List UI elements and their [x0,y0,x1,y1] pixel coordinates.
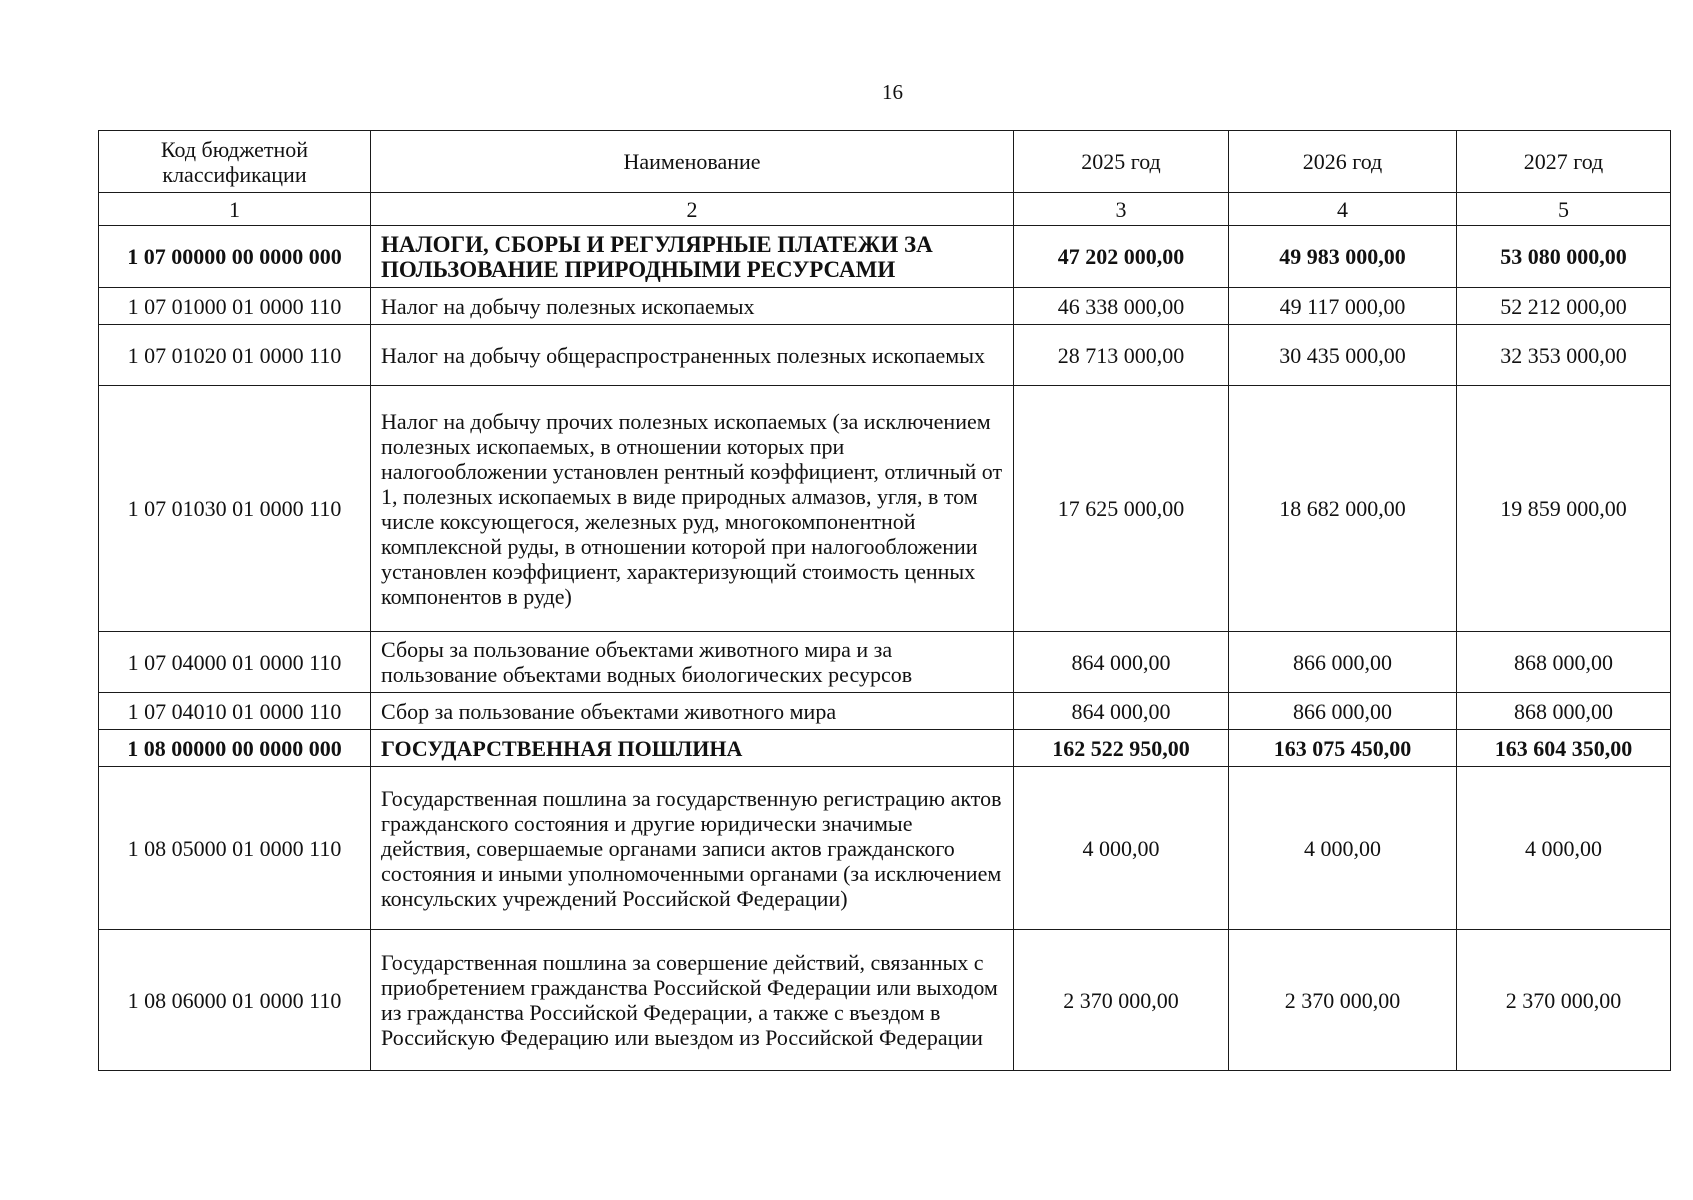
column-number: 4 [1229,193,1457,226]
row-value-2027: 53 080 000,00 [1457,226,1671,288]
row-value-2027: 19 859 000,00 [1457,386,1671,632]
table-row [99,288,1671,325]
row-value-2025: 864 000,00 [1014,632,1229,693]
row-name: Налог на добычу общераспространенных полезных ископаемых [371,325,1014,386]
header-year-2025: 2025 год [1014,131,1229,193]
column-number: 3 [1014,193,1229,226]
row-code: 1 07 01000 01 0000 110 [99,288,371,325]
row-value-2026: 866 000,00 [1229,632,1457,693]
header-year-2027: 2027 год [1457,131,1671,193]
header-name: Наименование [371,131,1014,193]
table-header-row [99,131,1671,193]
row-name: НАЛОГИ, СБОРЫ И РЕГУЛЯРНЫЕ ПЛАТЕЖИ ЗА ПОЛЬЗОВАНИЕ ПРИРОДНЫМИ РЕСУРСАМИ [371,226,1014,288]
table-row [99,386,1671,632]
row-code: 1 07 04010 01 0000 110 [99,693,371,730]
row-value-2025: 4 000,00 [1014,767,1229,930]
row-value-2025: 864 000,00 [1014,693,1229,730]
row-value-2025: 2 370 000,00 [1014,930,1229,1071]
row-name: Сборы за пользование объектами животного мира и за пользование объектами водных биологических ресурсов [371,632,1014,693]
row-value-2026: 866 000,00 [1229,693,1457,730]
row-value-2027: 32 353 000,00 [1457,325,1671,386]
header-year-2026: 2026 год [1229,131,1457,193]
header-code: Код бюджетной классификации [99,131,371,193]
row-name: Государственная пошлина за государственную регистрацию актов гражданского состояния и другие юридически значимые действия, совершаемые органами записи актов гражданского состояния и иными уполномоченными органами (за исключением консульских учреждений Российской Федерации) [371,767,1014,930]
row-value-2027: 4 000,00 [1457,767,1671,930]
row-name: ГОСУДАРСТВЕННАЯ ПОШЛИНА [371,730,1014,767]
table-row [99,226,1671,288]
row-value-2027: 868 000,00 [1457,693,1671,730]
budget-revenue-table [98,130,1671,1071]
row-value-2026: 49 117 000,00 [1229,288,1457,325]
row-value-2026: 163 075 450,00 [1229,730,1457,767]
page-number: 16 [882,80,903,104]
row-value-2027: 163 604 350,00 [1457,730,1671,767]
column-number: 1 [99,193,371,226]
row-value-2025: 28 713 000,00 [1014,325,1229,386]
row-value-2026: 30 435 000,00 [1229,325,1457,386]
row-value-2027: 868 000,00 [1457,632,1671,693]
column-number-row [99,193,1671,226]
row-code: 1 07 00000 00 0000 000 [99,226,371,288]
row-value-2025: 47 202 000,00 [1014,226,1229,288]
row-value-2027: 52 212 000,00 [1457,288,1671,325]
table-row [99,730,1671,767]
row-name: Сбор за пользование объектами животного мира [371,693,1014,730]
row-value-2026: 18 682 000,00 [1229,386,1457,632]
row-value-2026: 2 370 000,00 [1229,930,1457,1071]
table-row [99,930,1671,1071]
table-row [99,767,1671,930]
row-value-2025: 162 522 950,00 [1014,730,1229,767]
row-name: Налог на добычу прочих полезных ископаемых (за исключением полезных ископаемых, в отношении которых при налогообложении установлен рентный коэффициент, отличный от 1, полезных ископаемых в виде природных алмазов, угля, в том числе коксующегося, железных руд, многокомпонентной комплексной руды, в отношении которой при налогообложении установлен коэффициент, характеризующий стоимость ценных компонентов в руде) [371,386,1014,632]
row-value-2025: 46 338 000,00 [1014,288,1229,325]
row-code: 1 07 01030 01 0000 110 [99,386,371,632]
row-value-2026: 49 983 000,00 [1229,226,1457,288]
row-name: Государственная пошлина за совершение действий, связанных с приобретением гражданства Российской Федерации или выходом из гражданства Российской Федерации, а также с въездом в Российскую Федерацию или выездом из Российской Федерации [371,930,1014,1071]
row-code: 1 08 00000 00 0000 000 [99,730,371,767]
row-name: Налог на добычу полезных ископаемых [371,288,1014,325]
row-code: 1 08 06000 01 0000 110 [99,930,371,1071]
row-code: 1 07 04000 01 0000 110 [99,632,371,693]
row-code: 1 08 05000 01 0000 110 [99,767,371,930]
row-value-2025: 17 625 000,00 [1014,386,1229,632]
column-number: 2 [371,193,1014,226]
table-row [99,693,1671,730]
table-row [99,632,1671,693]
column-number: 5 [1457,193,1671,226]
row-code: 1 07 01020 01 0000 110 [99,325,371,386]
table-row [99,325,1671,386]
row-value-2027: 2 370 000,00 [1457,930,1671,1071]
row-value-2026: 4 000,00 [1229,767,1457,930]
